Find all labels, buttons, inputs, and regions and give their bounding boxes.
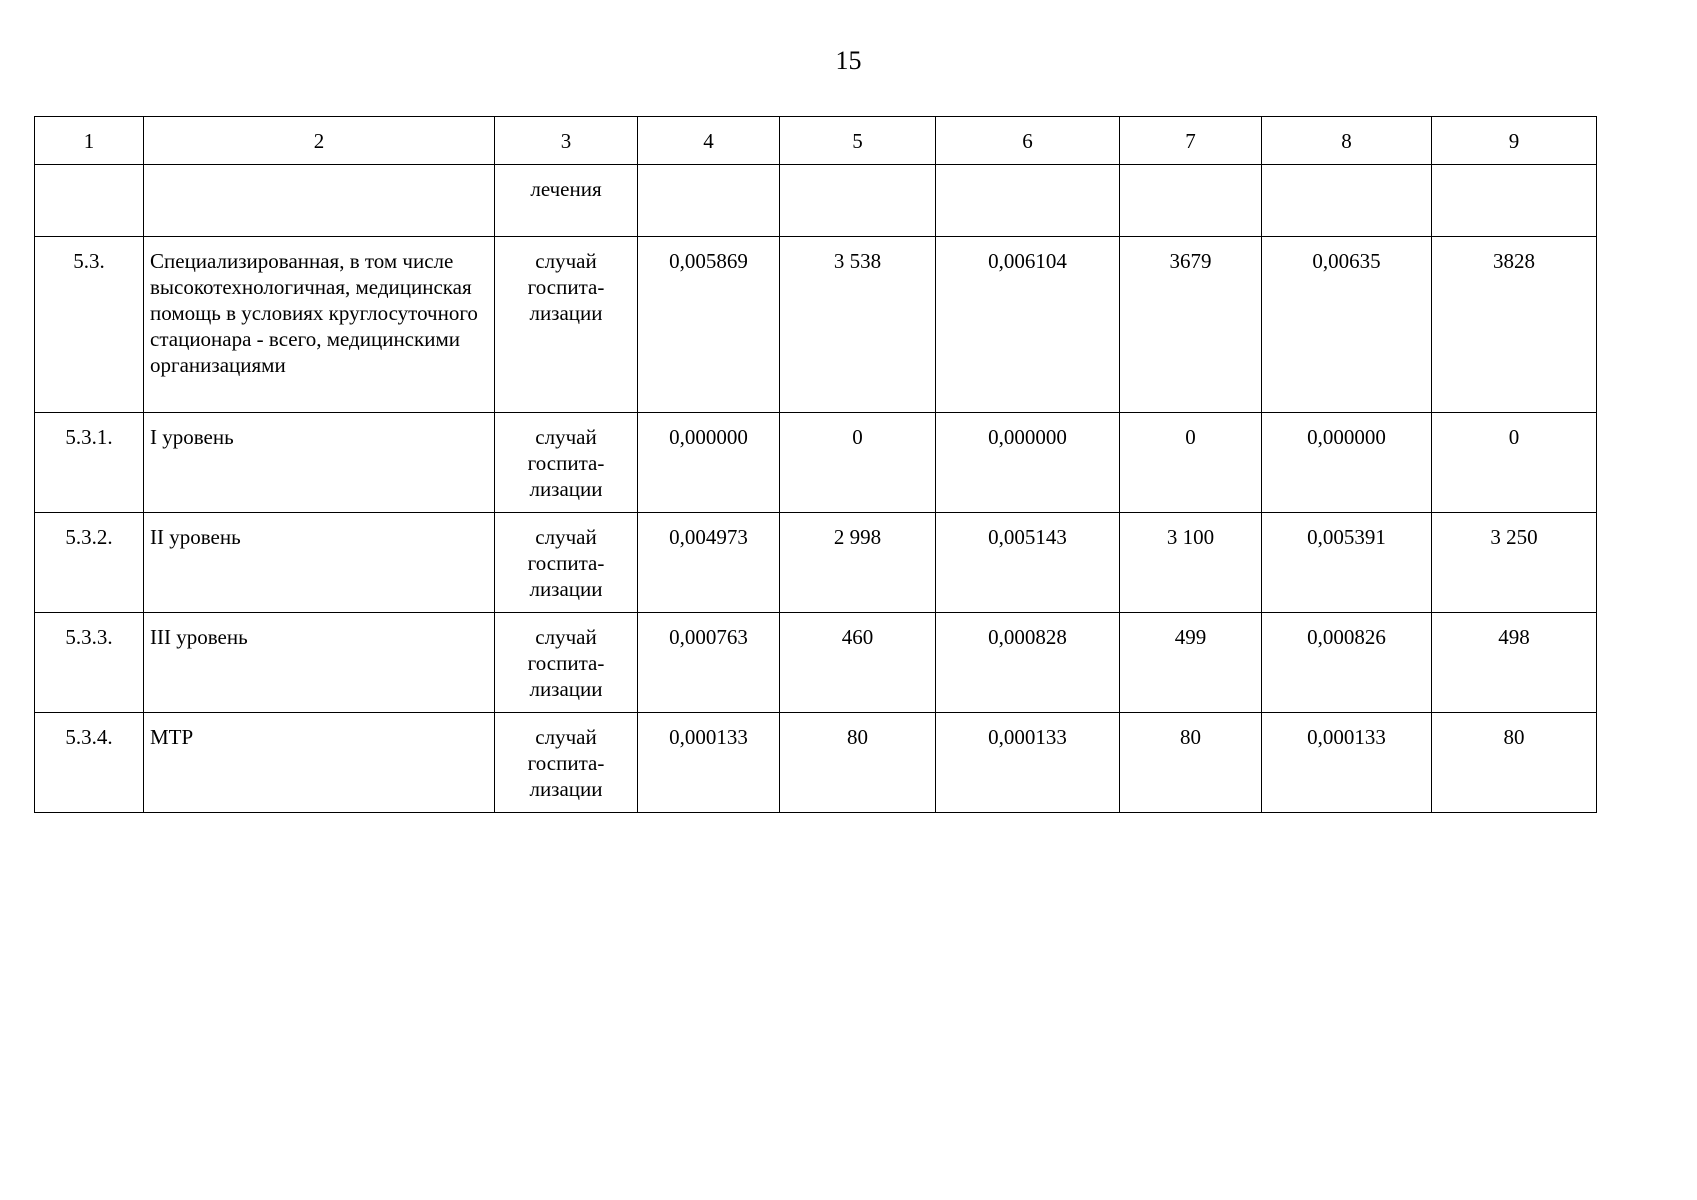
value-cell: 2 998	[780, 513, 936, 613]
value-cell: 0,006104	[936, 237, 1120, 413]
value-cell: 3679	[1120, 237, 1262, 413]
value-cell: 0,000000	[936, 413, 1120, 513]
row-number: 5.3.	[35, 237, 144, 413]
table-cell	[1432, 165, 1597, 237]
column-number: 8	[1262, 117, 1432, 165]
value-cell: 499	[1120, 613, 1262, 713]
column-number: 1	[35, 117, 144, 165]
value-cell: 3 100	[1120, 513, 1262, 613]
table-cell	[1262, 165, 1432, 237]
column-number: 2	[144, 117, 495, 165]
table-cell	[1120, 165, 1262, 237]
table-cell	[35, 165, 144, 237]
value-cell: 0,00635	[1262, 237, 1432, 413]
row-name: II уровень	[144, 513, 495, 613]
row-number: 5.3.2.	[35, 513, 144, 613]
row-name: МТР	[144, 713, 495, 813]
value-cell: 0,000133	[936, 713, 1120, 813]
value-cell: 3 250	[1432, 513, 1597, 613]
row-name: III уровень	[144, 613, 495, 713]
value-cell: 0,000826	[1262, 613, 1432, 713]
table-row	[35, 613, 1597, 713]
column-number: 6	[936, 117, 1120, 165]
unit-cell: случай госпита-лизации	[495, 237, 638, 413]
column-number-row	[35, 117, 1597, 165]
table-cell	[638, 165, 780, 237]
page-number: 15	[835, 46, 862, 75]
data-table	[34, 116, 1597, 813]
value-cell: 80	[1432, 713, 1597, 813]
row-name: Специализированная, в том числе высокотехнологичная, медицинская помощь в условиях круглосуточного стационара - всего, медицинскими организациями	[144, 237, 495, 413]
unit-cell: случай госпита-лизации	[495, 713, 638, 813]
table-row	[35, 237, 1597, 413]
row-number: 5.3.3.	[35, 613, 144, 713]
row-number: 5.3.4.	[35, 713, 144, 813]
table-row	[35, 513, 1597, 613]
continuation-row	[35, 165, 1597, 237]
row-name: I уровень	[144, 413, 495, 513]
column-number: 4	[638, 117, 780, 165]
column-number: 7	[1120, 117, 1262, 165]
unit-cell: случай госпита-лизации	[495, 513, 638, 613]
value-cell: 0,000000	[638, 413, 780, 513]
value-cell: 0,000763	[638, 613, 780, 713]
unit-cell: случай госпита-лизации	[495, 613, 638, 713]
value-cell: 0,000000	[1262, 413, 1432, 513]
value-cell: 460	[780, 613, 936, 713]
column-number: 3	[495, 117, 638, 165]
table-row	[35, 413, 1597, 513]
row-number: 5.3.1.	[35, 413, 144, 513]
value-cell: 3 538	[780, 237, 936, 413]
value-cell: 0,000828	[936, 613, 1120, 713]
value-cell: 0,000133	[638, 713, 780, 813]
column-number: 9	[1432, 117, 1597, 165]
table-cell	[936, 165, 1120, 237]
unit-cell: случай госпита-лизации	[495, 413, 638, 513]
value-cell: 0,005143	[936, 513, 1120, 613]
value-cell: 0,005869	[638, 237, 780, 413]
table-cell	[144, 165, 495, 237]
table-row	[35, 713, 1597, 813]
value-cell: 80	[1120, 713, 1262, 813]
value-cell: 0,005391	[1262, 513, 1432, 613]
value-cell: 0,004973	[638, 513, 780, 613]
column-number: 5	[780, 117, 936, 165]
value-cell: 0	[1120, 413, 1262, 513]
value-cell: 0	[1432, 413, 1597, 513]
value-cell: 3828	[1432, 237, 1597, 413]
table-cell	[780, 165, 936, 237]
value-cell: 80	[780, 713, 936, 813]
value-cell: 498	[1432, 613, 1597, 713]
value-cell: 0,000133	[1262, 713, 1432, 813]
value-cell: 0	[780, 413, 936, 513]
table-cell: лечения	[495, 165, 638, 237]
